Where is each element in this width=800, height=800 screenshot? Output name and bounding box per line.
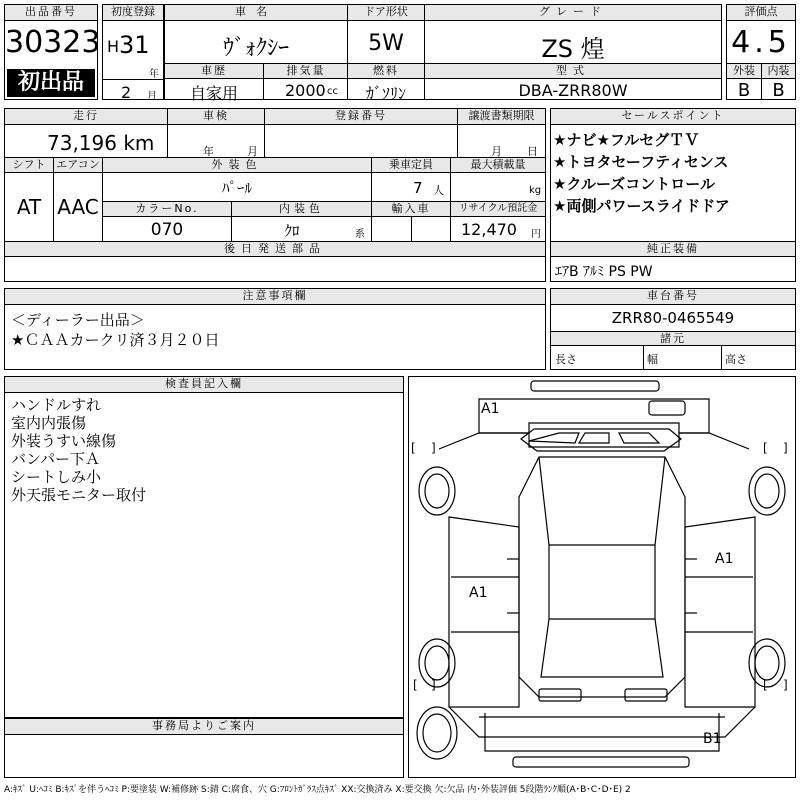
chassis-box [550,288,796,370]
specs-table [4,108,546,282]
notes-line-2: ★ＣＡＡカークリ済３月２０日 [11,331,220,349]
sales-points-box [550,108,796,282]
ext-grade-label: 外装 [727,64,761,79]
int-color-unit: 系 [355,229,365,240]
displacement-label: 排気量 [264,64,348,79]
svg-text:]: ] [431,678,436,692]
ac-label: エアコン [54,158,102,173]
car-name-cell [164,4,722,103]
damage-mark-rear: B1 [703,731,722,747]
capacity: 7 [413,179,423,197]
sales-point-3: ★クルーズコントロール [553,175,715,193]
recycle-deposit-label: リサイクル預託金 [451,202,545,217]
inspector-label: 検査員記入欄 [5,377,403,393]
registration-number-label: 登録番号 [265,109,457,125]
shift: AT [16,195,42,219]
car-diagram-svg [409,377,795,777]
notes-label: 注意事項欄 [5,289,545,305]
mileage-label: 走行 [5,109,167,125]
displacement-unit: cc [327,86,338,97]
shift-label: シフト [5,158,53,173]
svg-text:]: ] [783,441,788,455]
dims-label: 諸元 [551,332,795,346]
transfer-month-unit: 月 [491,145,502,158]
lot-number-label: 出品番号 [5,5,97,21]
recycle-unit: 円 [531,229,541,240]
inspector-line-6: 外天張モニター取付 [11,486,147,504]
inspector-line-4: バンパー下Ａ [11,450,100,468]
car-diagram [408,376,796,778]
first-registration-label: 初度登録 [103,5,163,21]
first-listing-badge: 初出品 [7,69,95,97]
height-label: 高さ [725,353,747,366]
sales-point-4: ★両側パワースライドドア [553,197,730,215]
color-number-label: カラーNo. [103,202,231,217]
inspector-line-2: 室内内張傷 [11,414,87,432]
svg-text:[: [ [413,678,418,692]
month: 2 [121,83,132,102]
score-label: 評価点 [727,5,795,21]
max-load-unit: kg [529,185,542,196]
inspector-line-1: ハンドルすれ [11,396,102,414]
car-name-label: 車名 [165,5,347,21]
grade: ZS 煌 [541,35,605,63]
sales-point-1: ★ナビ★フルセグＴＶ [553,131,700,149]
score-cell [726,4,796,100]
fuel-label: 燃料 [348,64,424,79]
transfer-day-unit: 日 [527,145,538,158]
mileage: 73,196 km [47,131,155,155]
ext-color: ﾊﾟｰﾙ [221,179,252,197]
recycle-deposit: 12,470 [461,220,517,239]
sales-point-2: ★トヨタセーフティセンス [553,153,729,171]
model-label: 型式 [425,64,721,79]
svg-text:[: [ [763,678,768,692]
max-load-label: 最大積載量 [451,158,545,173]
door-label: ドア形状 [348,5,424,21]
later-parts-label: 後日発送部品 [5,242,545,257]
notes-box [4,288,546,370]
lot-number: 30323 [5,25,101,60]
chassis-number: ZRR80-0465549 [611,309,735,327]
notes-line-1: ＜ディーラー出品＞ [11,311,145,329]
air-conditioner: AAC [57,195,99,219]
color-number: 070 [150,220,184,240]
capacity-unit: 人 [433,184,444,197]
equipment-label: 純正装備 [551,242,795,257]
inspection-year-unit: 年 [203,145,214,158]
ext-grade: B [737,80,751,101]
sales-points-label: セールスポイント [551,109,795,125]
damage-mark-right: A1 [715,551,734,567]
first-registration-cell [102,4,164,100]
inspector-line-3: 外装うすい線傷 [11,432,117,450]
office-label: 事務局よりご案内 [5,719,403,735]
import-label: 輸入車 [372,202,450,217]
svg-text:[: [ [411,441,416,455]
svg-text:[: [ [763,441,768,455]
inspection-month-unit: 月 [247,145,258,158]
fuel: ｶﾞｿﾘﾝ [365,84,406,103]
inspection-label: 車検 [168,109,264,125]
era: H [107,37,120,56]
transfer-deadline-label: 譲渡書類期限 [458,109,545,125]
damage-mark-front: A1 [481,401,500,417]
int-color: ｸﾛ [284,222,300,240]
capacity-label: 乗車定員 [372,158,450,173]
inspector-line-5: シートしみ小 [11,468,102,486]
inspector-box [4,376,404,718]
score: 4.5 [731,25,791,60]
history-label: 車歴 [165,64,263,79]
legend: A:ｷｽﾞ U:ﾍｺﾐ B:ｷｽﾞを伴うﾍｺﾐ P:要塗装 W:補修跡 S:錆 C:腐食、穴 G:ﾌﾛﾝﾄｶﾞﾗｽ点ｷｽﾞ XX:交換済み X:要交換 欠:欠品 内･外装評価 5段階ﾗﾝｸ順(A･B･C･D･E) 2 [4,785,631,795]
car-name: ｳﾞｫｸｼｰ [222,36,289,61]
equipment: ｴｱB ｱﾙﾐ PS PW [555,264,653,280]
svg-text:]: ] [783,678,788,692]
year: 31 [119,31,150,59]
int-color-label: 内装色 [232,202,371,217]
svg-text:]: ] [431,441,436,455]
grade-label: グレード [425,5,721,21]
door-type: 5W [368,31,404,56]
office-box [4,718,404,778]
displacement: 2000 [285,81,326,100]
int-grade-label: 内装 [762,64,795,79]
month-unit: 月 [147,91,157,102]
width-label: 幅 [647,353,658,366]
damage-mark-left: A1 [469,585,488,601]
history: 自家用 [189,84,238,103]
ext-color-label: 外装色 [103,158,371,173]
int-grade: B [772,80,785,101]
model: DBA-ZRR80W [518,81,628,100]
chassis-label: 車台番号 [551,289,795,305]
length-label: 長さ [555,353,577,366]
lot-number-cell [4,4,101,100]
year-unit: 年 [149,69,159,80]
